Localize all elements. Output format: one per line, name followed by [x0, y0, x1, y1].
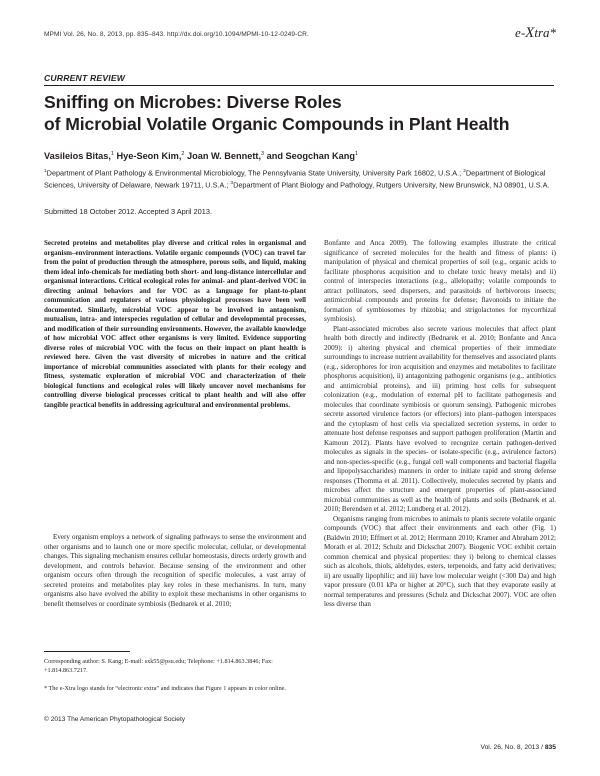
- affiliation-mark: 1: [44, 169, 47, 174]
- affiliations: [44, 166, 556, 191]
- author-name: Hye-Seon Kim,: [116, 151, 182, 162]
- affiliation-text: Department of Plant Biology and Pathology, Rutgers University, New Brunswick, NJ 08901, U.S.A.: [233, 180, 550, 190]
- page-number: 835: [544, 744, 556, 751]
- affiliation-mark: 3: [230, 181, 234, 187]
- extra-logo-prefix: e-: [515, 25, 526, 40]
- affiliation-text: Department of Plant Pathology & Environmental Microbiology, The Pennsylvania State University, University Park 16802, U.S.A.;: [46, 168, 464, 178]
- corresponding-author-note: Corresponding author: S. Kang; E-mail: sxk55@psu.edu; Telephone: +1.814.863.3846; Fax: +1.814.863.7217.: [44, 658, 273, 674]
- footer-volume: Vol. 26, No. 8, 2013 /: [480, 744, 545, 751]
- header-divider: [44, 85, 554, 86]
- body-paragraph: Plant-associated microbes also secrete various molecules that affect plant health both directly and indirectly (Bednarek et al. 2010; Bonfante and Anca 2009): i) altering physical and chemical properties of their immediate surroundings to increase nutrient availability for themselves and associated plants (e.g., siderophores for iron acquisition and enzymes and metabolites to facilitate phosphorus acquisition), ii) antagonizing pathogenic organisms (e.g., antibiotics and antimicrobial proteins), and iii) priming host cells for subsequent colonization (e.g., modulation of external pH to facilitate pathogenesis and molecules that coordinate symbiosis or quorum sensing). Pathogenic microbes secrete assorted virulence factors (or effectors) into plant–pathogen interspaces and the cytoplasm of host cells via specialized secretion systems, in order to attenuate host defense responses and support pathogen proliferation (Martin and Kamoun 2012). Plants have evolved to recognize certain pathogen-derived molecules as signals in the species- or isolate-specific (e.g., avirulence factors) and non-species-specific (e.g., fungal cell wall components and bacterial flagella and lipopolysaccharides) manners in order to initiate rapid and strong defense responses (Thomma et al. 2011). Collectively, molecules secreted by plants and microbes affect the structure and emergent properties of plant-associated microbial communities as well as the health of plants and soils (Bednarek et al. 2010; Berendsen et al. 2012; Lundberg et al. 2012).: [324, 324, 556, 513]
- article-title: [44, 91, 564, 135]
- abstract: Secreted proteins and metabolites play diverse and critical roles in organismal and organism–environment interactions. Volatile organic compounds (VOC) can travel far from the point of production through the atmosphere, porous soils, and liquid, making them ideal info-chemicals for mediating both short- and long-distance intercellular and organismal interactions. Critical ecological roles for animal- and plant-derived VOC in directing animal behaviors and for VOC as a language for plant-to-plant communication and regulators of various physiological processes have been well documented. Similarly, microbial VOC appear to be involved in antagonism, mutualism, intra- and interspecies regulation of cellular and developmental processes, and modification of their surrounding environments. However, the available knowledge of how microbial VOC affect other organisms is very limited. Evidence supporting diverse roles of microbial VOC with the focus on their impact on plant health is reviewed here. Given the vast diversity of microbes in nature and the critical importance of microbial communities associated with plants for their ecology and fitness, systematic exploration of microbial VOC and characterization of their biological functions and ecological roles will likely uncover novel mechanisms for controlling diverse biological processes critical to plant health and will also offer tangible practical benefits in addressing agricultural and environmental problems.: [44, 239, 306, 409]
- author-name: Vasileios Bitas,: [44, 151, 111, 162]
- footnote-divider: [44, 651, 130, 652]
- affiliation-text: Department of Biological Sciences, University of Delaware, Newark 19711, U.S.A.;: [44, 168, 546, 190]
- title-line-2: of Microbial Volatile Organic Compounds in Plant Health: [44, 114, 510, 134]
- body-paragraph: Organisms ranging from microbes to animals to plants secrete volatile organic compounds (VOC) that affect their environments and each other (Fig. 1) (Baldwin 2010; Effmert et al. 2012; Herrmann 2010; Kramer and Abraham 2012; Morath et al. 2012; Schulz and Dickschat 2007). Biogenic VOC exhibit certain common chemical and physical properties: they i) belong to chemical classes such as alcohols, thiols, aldehydes, esters, terpenoids, and fatty acid derivatives; ii) are usually lipophilic; and iii) have low molecular weight (<300 Da) and high vapor pressure (0.01 kPa or higher at 20°C), such that they evaporate easily at normal temperatures and pressures (Schulz and Dickschat 2007). VOC are often less diverse than: [324, 514, 556, 608]
- author-list: [44, 151, 358, 161]
- author-affiliation-mark: 1: [354, 151, 359, 157]
- author-affiliation-mark: 2: [181, 151, 185, 157]
- journal-citation: MPMI Vol. 26, No. 8, 2013, pp. 835–843. http://dx.doi.org/10.1094/MPMI-10-12-0249-CR.: [44, 31, 309, 38]
- author-name: Joan W. Bennett,: [187, 151, 262, 162]
- extra-logo-x: X: [525, 25, 535, 41]
- intro-paragraph: Every organism employs a network of signaling pathways to sense the environment and other organisms and to launch one or more specific molecular, cellular, or developmental changes. This signaling mechanism ensures cellular homeostasis, directs orderly growth and development, and controls behavior. Because sensing of the environment and other organism occurs often through the recognition of specific molecules, a vast array of secreted proteins and metabolites play key roles in these mechanisms. In turn, many organisms also have evolved the ability to exploit these mechanisms in other organisms to benefit themselves or coordinate symbiosis (Bednarek et al. 2010;: [44, 533, 306, 608]
- author-affiliation-mark: 1: [110, 151, 114, 157]
- title-line-1: Sniffing on Microbes: Diverse Roles: [44, 92, 342, 112]
- intro-column: [44, 533, 306, 609]
- page-footer: [481, 744, 557, 751]
- author-affiliation-mark: 3: [261, 151, 265, 157]
- affiliation-mark: 2: [463, 169, 466, 174]
- author-name: and Seogchan Kang: [266, 151, 355, 162]
- extra-logo-note: * The e-Xtra logo stands for “electronic extra” and indicates that Figure 1 appears in color online.: [44, 685, 286, 692]
- right-column: [324, 239, 556, 610]
- copyright-notice: © 2013 The American Phytopathological Society: [44, 716, 186, 723]
- body-paragraph: Bonfante and Anca 2009). The following examples illustrate the critical significance of secreted molecules for the health and fitness of plants: i) manipulation of physical and chemical properties of soil (e.g., organic acids to facilitate phosphorus acquisition and to chelate toxic heavy metals) and ii) control of interspecies interactions (e.g., allelopathy; volatile compounds to attract pollinators, seed dispersers, and parasitoids of herbivorous insects; antimicrobial compounds and proteins for defense; flavonoids to initiate the formation of symbiosomes by rhizobia; and strigolactones for mycorrhizal symbiosis).: [324, 239, 556, 323]
- extra-logo: [515, 25, 556, 42]
- extra-logo-suffix: tra*: [534, 25, 556, 40]
- article-type-label: CURRENT REVIEW: [44, 73, 126, 83]
- submission-dates: Submitted 18 October 2012. Accepted 3 April 2013.: [44, 207, 213, 216]
